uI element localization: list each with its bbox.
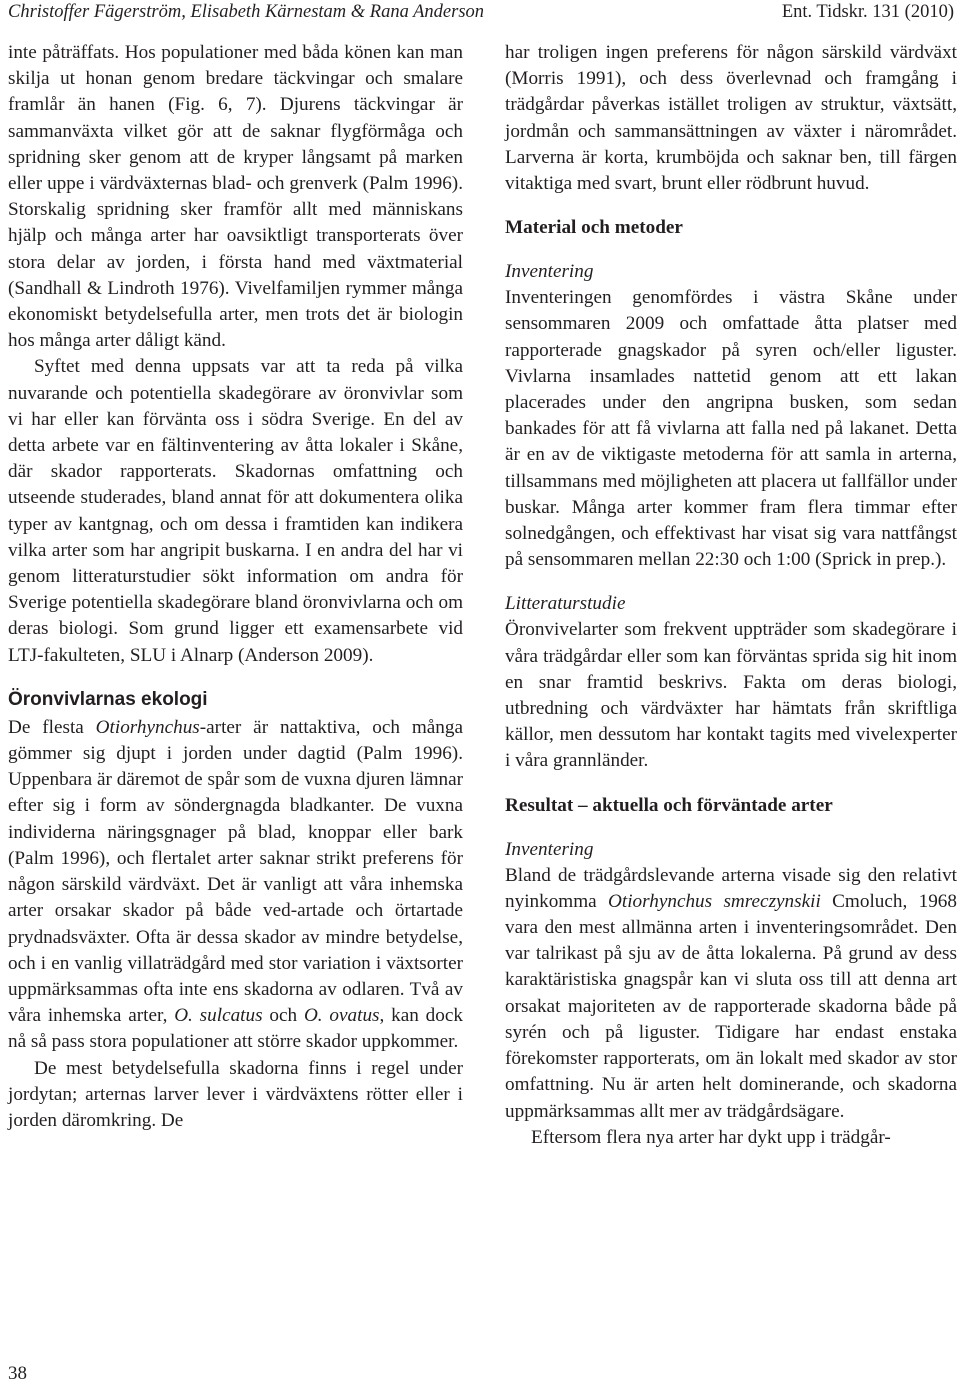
section-heading-results: Resultat – aktuella och förväntade arter: [505, 794, 833, 816]
left-column: [8, 40, 463, 1134]
right-column: [505, 40, 957, 1151]
genus-name: Otiorhynchus: [95, 716, 200, 738]
subheading-inventering: Inventering: [505, 838, 594, 860]
body-paragraph: Inventeringen genomfördes i västra Skåne under sensommaren 2009 och omfattade åtta platser med rapporterade gnagskador på syren och/eller liguster. Vivlarna insamlades nattetid genom att ett lakan placerades under den angripna busken, som sedan bankades för att få vivlarna att falla ned på lakanet. Detta är en av de viktigaste metoderna för att samla in arterna, tillsammans med möjligheten att placera ut fallfällor under buskar. Många arter kommer fram flera timmar efter solnedgången, och effektivast har visat sig vara nattfångst på sensommaren mellan 22:30 och 1:00 (Sprick in prep.).: [505, 287, 957, 571]
body-paragraph: Syftet med denna uppsats var att ta reda på vilka nuvarande och potentiella skadegörare av öronvivlar som vi har eller kan förvänta oss i södra Sverige. En del av detta arbete var en fältinventering av åtta lokaler i Skåne, där skador rapporterats. Skadornas omfattning och utseende studerades, bland annat för att dokumentera olika typer av kantgnag, och om dessa i framtiden kan indikera vilka arter som har angripit buskarna. I en andra del har vi genom litteraturstudier sökt information om andra för Sverige potentiella skadegörare bland öronvivlarna och om deras biologi. Som grund ligger ett examensarbete vid LTJ-fakulteten, SLU i Alnarp (Anderson 2009).: [8, 356, 463, 666]
header-journal: Ent. Tidskr. 131 (2010): [781, 2, 954, 22]
section-heading-methods: Material och metoder: [505, 217, 683, 239]
body-paragraph: Eftersom flera nya arter har dykt upp i trädgår-: [531, 1126, 891, 1148]
species-name: O. ovatus: [303, 1005, 380, 1027]
species-name: Otiorhynchus smreczynskii: [608, 890, 821, 912]
section-heading-ecology: Öronvivlarnas ekologi: [8, 688, 208, 710]
body-paragraph: Bland de trädgårdslevande arterna visade sig den relativt nyinkomma Otiorhynchus smreczynskii Cmoluch, 1968 vara den mest allmänna arten i inventeringsområdet. Den var talrikast på sju av de åtta lokalerna. På grund av dess karaktäristiska gnagspår kan vi sluta oss till att denna art orsakat majoriteten av de rapporterade skadorna både på syrén och på liguster. Tidigare har endast enstaka förekomster rapporterats, om än lokalt med skador av stor omfattning. Nu är arten helt dominerande, och skadorna uppmärksammas allt mer av trädgårdsägare.: [505, 864, 957, 1122]
species-name: O. sulcatus: [174, 1005, 263, 1027]
body-paragraph: inte påträffats. Hos populationer med båda könen kan man skilja ut honan genom bredare täckvingar och smalare framlår än hanen (Fig. 6, 7). Djurens täckvingar är sammanväxta vilket gör att de saknar flygförmåga och spridning sker genom att de kryper långsamt på marken eller uppe i värdväxternas blad- och grenverk (Palm 1996). Storskalig spridning sker framför allt med människans hjälp och många arter har oavsiktligt transporterats över stora delar av jorden, i första hand med växtmaterial (Sandhall & Lindroth 1976). Vivelfamiljen rymmer många ekonomiskt betydelsefulla arter, men trots det är biologin hos många arter dåligt känd.: [8, 42, 463, 352]
page-number: 38: [8, 1363, 27, 1384]
running-header: [8, 0, 954, 30]
subheading-inventering: Inventering: [505, 261, 594, 283]
body-paragraph: De mest betydelsefulla skadorna finns i regel under jordytan; arternas larver lever i värdväxtens rötter eller i jorden däromkring. De: [8, 1057, 463, 1131]
subheading-litteraturstudie: Litteraturstudie: [505, 593, 626, 615]
header-authors: Christoffer Fägerström, Elisabeth Kärnestam & Rana Anderson: [8, 2, 485, 22]
body-paragraph: De flesta Otiorhynchus-arter är nattaktiva, och många gömmer sig djupt i jorden under dagtid (Palm 1996). Uppenbara är däremot de spår som de vuxna djuren lämnar efter sig i form av söndergnagda bladkanter. De vuxna individerna näringsgnager på blad, knoppar eller bark (Palm 1996), och flertalet arter saknar strikt preferens för någon särskild värdväxt. Det är vanligt att våra inhemska arter orsakar skador på både ved-artade och örtartade prydnadsväxter. Ofta är dessa skador av mindre betydelse, och i en vanlig villaträdgård med stor variation i växtsorter uppmärksammas ofta inte ens skadorna av odlaren. Två av våra inhemska arter, O. sulcatus och O. ovatus, kan dock nå så pass stora populationer att större skador uppkommer.: [8, 716, 463, 1053]
body-paragraph: har troligen ingen preferens för någon särskild värdväxt (Morris 1991), och dess överlevnad och framgång i trädgårdar påverkas istället troligen av struktur, växtsätt, jordmån och sammansättningen av växter i närområdet. Larverna är korta, krumböjda och saknar ben, till färgen vitaktiga med svart, brunt eller rödbrunt huvud.: [505, 42, 957, 195]
body-paragraph: Öronvivelarter som frekvent uppträder som skadegörare i våra trädgårdar eller som kan förväntas sprida sig hit inom en snar framtid beskrivs. Fakta om deras biologi, utbredning och värdväxter har hämtats från skriftliga källor, men dessutom har kontakt tagits med vivelexperter i våra grannländer.: [505, 619, 957, 772]
